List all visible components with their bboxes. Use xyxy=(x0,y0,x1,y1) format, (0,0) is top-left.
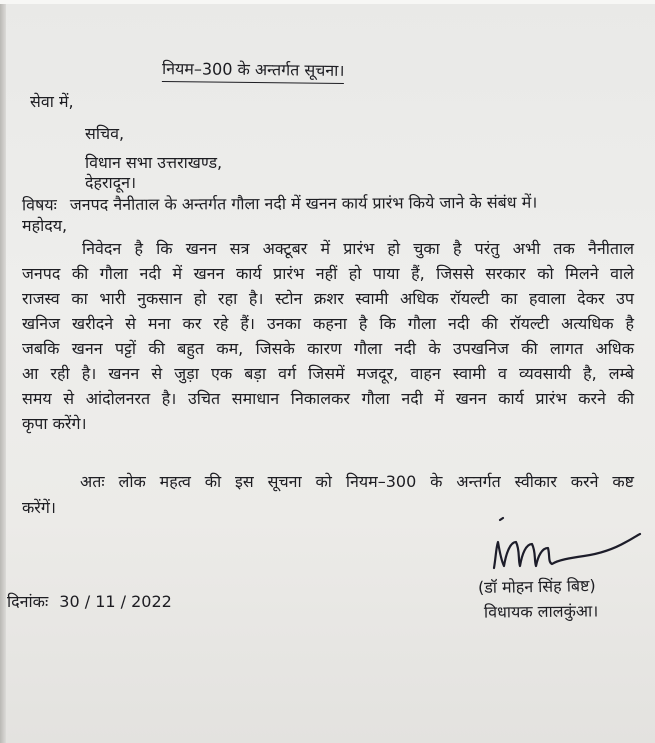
handwritten-signature xyxy=(486,512,646,582)
body-line-4: खनिज खरीदने से मना कर रहे हैं। उनका कहना है कि गौला नदी की रॉयल्टी अत्यधिक है xyxy=(22,314,634,333)
body-line-1: निवेदन है कि खनन सत्र अक्टूबर में प्रारंभ हो चुका है परंतु अभी तक नैनीताल xyxy=(82,239,634,258)
page-left-edge xyxy=(0,0,6,743)
letter-title: नियम–300 के अन्तर्गत सूचना। xyxy=(162,59,345,84)
body-line-7: समय से आंदोलनरत है। उचित समाधान निकालकर गौला नदी में खनन कार्य प्रारंभ करने की xyxy=(22,389,634,408)
page-top-edge xyxy=(0,0,655,4)
subject-label: विषयः xyxy=(21,195,57,215)
recipient-designation: सचिव, xyxy=(85,124,125,143)
recipient-city: देहरादून। xyxy=(85,173,137,192)
subject-line xyxy=(22,193,537,216)
body-line-3: राजस्व का भारी नुकसान हो रहा है। स्टोन क्रशर स्वामी अधिक रॉयल्टी का हवाला देकर उप xyxy=(22,289,634,308)
recipient-office: विधान सभा उत्तराखण्ड, xyxy=(85,153,223,172)
greeting: महोदय, xyxy=(22,216,68,235)
body-line-8: कृपा करेंगे। xyxy=(22,414,87,433)
date-value: 30 / 11 / 2022 xyxy=(59,592,172,611)
salutation: सेवा में, xyxy=(30,92,74,111)
closing-line-1: अतः लोक महत्व की इस सूचना को नियम–300 के अन्तर्गत स्वीकार करने कष्ट xyxy=(80,472,634,491)
signatory-title: विधायक लालकुंआ। xyxy=(483,601,599,622)
body-line-6: आ रही है। खनन से जुड़ा एक बड़ा वर्ग जिसमें मजदूर, वाहन स्वामी व व्यवसायी है, लम्बे xyxy=(22,364,634,383)
subject-text: जनपद नैनीताल के अन्तर्गत गौला नदी में खनन कार्य प्रारंभ किये जाने के संबंध में। xyxy=(69,192,538,215)
date-label: दिनांकः xyxy=(7,592,49,611)
date-line xyxy=(7,592,172,612)
closing-line-2: करेंगें। xyxy=(22,498,56,517)
signatory-name: (डॉ मोहन सिंह बिष्ट) xyxy=(477,575,596,598)
body-line-5: जबकि खनन पट्टों की बहुत कम, जिसके कारण गौला नदी के उपखनिज की लागत अधिक xyxy=(22,339,634,358)
body-line-2: जनपद की गौला नदी में खनन कार्य प्रारंभ नहीं हो पाया हैं, जिससे सरकार को मिलने वाले xyxy=(22,264,634,283)
